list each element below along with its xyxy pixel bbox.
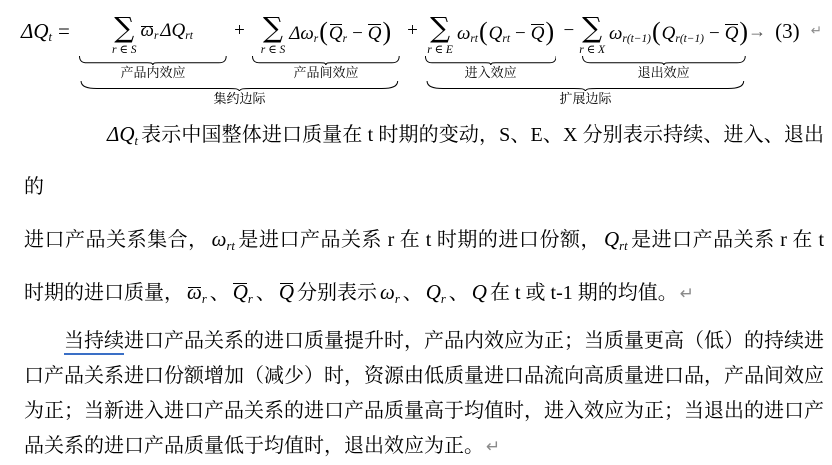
summation	[112, 10, 137, 56]
left-paren: (	[478, 16, 488, 46]
subscript: r	[313, 32, 319, 45]
subscript: r(t−1)	[622, 32, 651, 45]
Q-bar: Q	[530, 22, 545, 44]
Q-rt: Q	[604, 227, 620, 251]
text-run: 口产品关系进口份额增加（减少）时，资源由低质量进口品流向高质量进口品，产品间效应	[24, 365, 824, 387]
sum-limit: r ∈ S	[260, 43, 286, 56]
text-run: 、	[402, 282, 423, 304]
text-run: 为正；当新进入进口产品关系的进口产品质量高于均值时，进入效应为正；当退出的进口产	[24, 400, 824, 422]
text-run: 进口产品关系的进口质量提升时，产品内效应为正；当质量更高（低）的持续进	[124, 330, 824, 352]
text-run: 表示中国整体进口质量在 t 时期的变动，S、E、X 分别表示持续、进入、退出的	[24, 124, 824, 198]
extensive-margin-label: 扩展边际	[559, 91, 612, 106]
Q-plain: Q	[471, 280, 487, 304]
text-line	[24, 394, 824, 429]
summation	[427, 10, 453, 56]
minus-operator: −	[563, 20, 575, 41]
term-operand	[288, 18, 391, 45]
omega-bar-r: ω	[187, 280, 202, 304]
subscript: r	[394, 291, 400, 306]
paragraph-2	[24, 324, 824, 465]
underbrace-icon	[80, 81, 399, 91]
text-run: 在 t 或 t-1 期的均值。	[489, 282, 678, 304]
delta-Q: ΔQ	[160, 20, 186, 41]
between-product-term	[250, 6, 402, 80]
term-operand	[608, 18, 748, 45]
text-run: 时期的进口质量，	[24, 282, 184, 304]
text-run: 是进口产品关系 r 在 t 时期的进口份额，	[237, 229, 601, 251]
exit-effect-label: 退出效应	[637, 65, 690, 80]
subscript: r	[342, 32, 348, 45]
underbrace-icon	[426, 81, 745, 91]
text-run: 、	[448, 282, 469, 304]
body-text	[0, 106, 832, 465]
Q-r-t-1: Q	[661, 22, 676, 44]
omega-rt: ω	[211, 227, 227, 251]
omega-r-t-1: ω	[608, 22, 623, 44]
tab-mark-icon: →	[748, 20, 767, 41]
text-run: 分别表示	[296, 282, 377, 304]
equation-lhs	[20, 6, 77, 56]
omega-r: ω	[379, 280, 395, 304]
subscript: r	[247, 291, 253, 306]
equation-tail	[748, 6, 826, 56]
right-paren: )	[382, 16, 392, 46]
subscript: rt	[619, 238, 628, 253]
subscript: r	[201, 291, 207, 306]
entry-effect-label: 进入效应	[464, 65, 517, 80]
text-line	[24, 359, 824, 394]
Q-bar: Q	[278, 280, 294, 304]
delta-omega: Δω	[289, 22, 314, 44]
subscript: r	[440, 291, 446, 306]
underbrace-icon	[252, 56, 400, 65]
text-line	[24, 429, 824, 465]
sum-limit: r ∈ S	[112, 43, 137, 56]
grammar-underlined-text: 当持续	[64, 330, 124, 355]
paragraph-mark-icon: ↵	[679, 284, 694, 304]
subscript: rt	[502, 32, 510, 45]
subscript: rt	[226, 238, 235, 253]
intensive-margin-label: 集约边际	[213, 91, 266, 106]
left-paren: (	[651, 16, 661, 46]
text-run: 是进口产品关系 r 在 t	[630, 229, 825, 251]
omega-rt: ω	[456, 22, 471, 44]
text-line	[24, 324, 824, 359]
text-line	[24, 108, 824, 213]
underbrace-icon	[582, 56, 746, 65]
within-product-term	[77, 6, 229, 80]
delta-Q-t: ΔQ	[21, 18, 49, 43]
text-run: 、	[255, 282, 276, 304]
text-run: 、	[209, 282, 230, 304]
equation-number: (3)	[775, 18, 800, 43]
sum-limit: r ∈ E	[427, 43, 453, 56]
sum-limit: r ∈ X	[579, 43, 605, 56]
Q-bar: Q	[724, 22, 739, 44]
paragraph-mark-icon: ↵	[486, 437, 501, 457]
plus-operator: +	[234, 20, 245, 41]
right-paren: )	[739, 16, 749, 46]
omega-bar: ω	[140, 20, 154, 41]
equals-sign: =	[58, 18, 70, 43]
underbrace-icon	[79, 56, 227, 65]
minus-operator: −	[708, 22, 720, 44]
subscript: t	[48, 30, 52, 45]
exit-term	[579, 6, 748, 80]
summation	[260, 10, 286, 56]
subscript: rt	[470, 32, 478, 45]
equation-block	[0, 0, 832, 106]
subscript: t	[134, 133, 138, 148]
Q-bar-r: Q	[232, 280, 248, 304]
sigma-icon: ∑	[114, 10, 135, 44]
summation	[579, 10, 605, 56]
sigma-icon: ∑	[582, 10, 603, 44]
term-operand	[456, 18, 554, 45]
plus-operator: +	[407, 20, 418, 41]
subscript: r	[153, 30, 159, 43]
paragraph-mark-icon: ↵	[810, 23, 822, 39]
paragraph-1	[24, 108, 824, 320]
Q-r: Q	[425, 280, 441, 304]
Q-rt: Q	[488, 22, 503, 44]
underbrace-icon	[425, 56, 557, 65]
text-run: 进口产品关系集合，	[24, 229, 209, 251]
text-line	[24, 266, 824, 320]
subscript: r(t−1)	[675, 32, 704, 45]
term-operand	[140, 20, 194, 42]
text-line	[24, 213, 824, 266]
delta-Q-t: ΔQ	[107, 122, 135, 146]
between-product-effect-label: 产品间效应	[293, 65, 359, 80]
left-paren: (	[319, 16, 328, 46]
within-product-effect-label: 产品内效应	[120, 65, 186, 80]
entry-term	[423, 6, 559, 80]
extensive-margin-group	[423, 6, 748, 106]
Q-bar: Q	[367, 22, 382, 44]
intensive-margin-group	[77, 6, 402, 106]
minus-operator: −	[352, 22, 363, 44]
minus-operator: −	[515, 22, 526, 44]
Q-bar-r: Q	[328, 22, 343, 44]
right-paren: )	[545, 16, 555, 46]
subscript: rt	[185, 30, 193, 43]
sigma-icon: ∑	[430, 10, 451, 44]
text-run: 品关系的进口产品质量低于均值时，退出效应为正。	[24, 435, 484, 457]
sigma-icon: ∑	[262, 10, 283, 44]
